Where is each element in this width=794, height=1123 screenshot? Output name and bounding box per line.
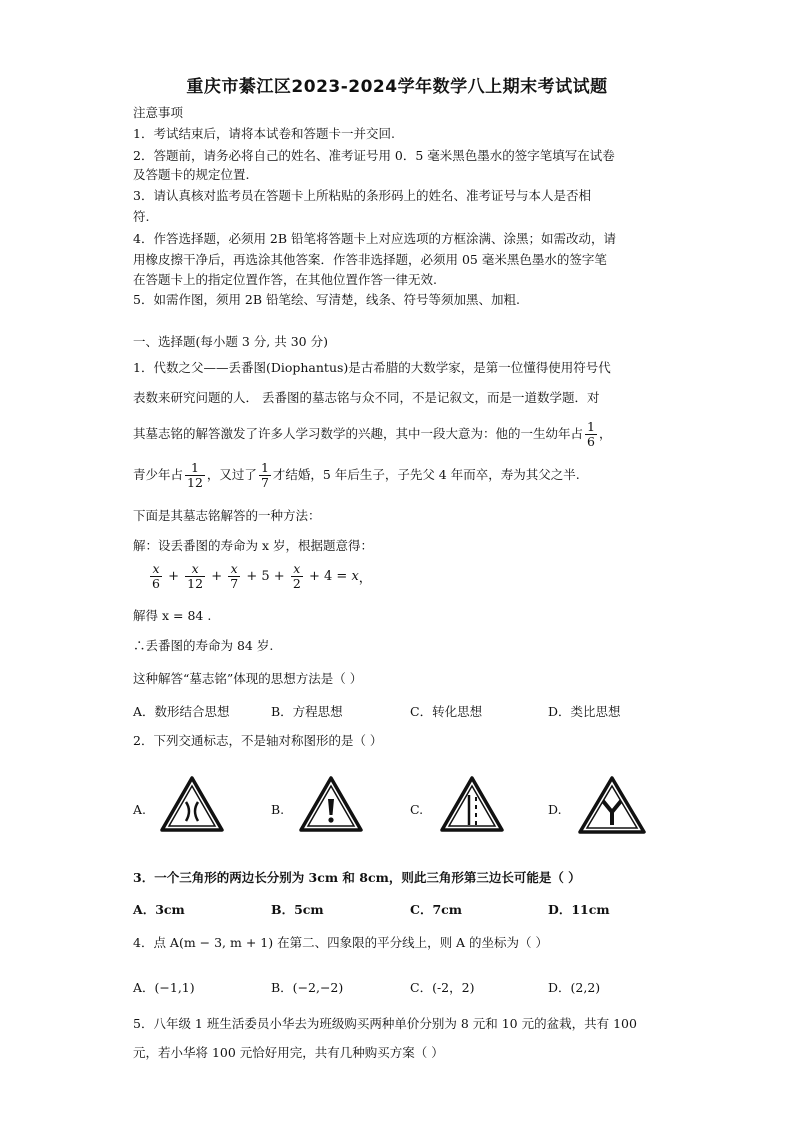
notice-heading: 注意事项 <box>133 105 184 120</box>
q5-text: 5．八年级 1 班生活委员小华去为班级购买两种单价分别为 8 元和 10 元的盆栽，共有 100 <box>133 1016 637 1031</box>
q1-conclusion: ∴丢番图的寿命为 84 岁. <box>133 638 274 653</box>
q1-text: 1．代数之父——丢番图(Diophantus)是古希腊的大数学家，是第一位懂得使用符号代 <box>133 360 611 375</box>
fraction-one-sixth: $\frac{1}{6}$ <box>587 419 595 449</box>
q2-text: 2．下列交通标志，不是轴对称图形的是（ ） <box>133 733 383 748</box>
q1-option-c[interactable]: C．转化思想 <box>410 704 483 719</box>
narrow-road-sign-icon[interactable] <box>159 775 225 833</box>
q3-option-b[interactable]: B．5cm <box>271 902 324 917</box>
notice-item: 4．作答选择题，必须用 2B 铅笔将答题卡上对应选项的方框涂满、涂黑；如需改动，请 <box>133 231 617 246</box>
q3-text: 3．一个三角形的两边长分别为 3cm 和 8cm，则此三角形第三边长可能是（ ） <box>133 870 581 885</box>
notice-item: 5．如需作图，须用 2B 铅笔绘、写清楚，线条、符号等须加黑、加粗. <box>133 292 521 307</box>
q1-ask: 这种解答“墓志铭”体现的思想方法是（ ） <box>133 671 363 686</box>
q1-method: 下面是其墓志铭解答的一种方法： <box>133 508 321 523</box>
q3-option-a[interactable]: A．3cm <box>133 902 185 917</box>
q4-option-b[interactable]: B．(−2,−2) <box>271 980 344 995</box>
notice-item: 3．请认真核对监考员在答题卡上所粘贴的条形码上的姓名、准考证号与本人是否相 <box>133 188 591 203</box>
q4-option-a[interactable]: A．(−1,1) <box>133 980 195 995</box>
notice-item: 及答题卡的规定位置. <box>133 167 250 182</box>
q3-option-c[interactable]: C．7cm <box>410 902 462 917</box>
fraction-one-seventh: $\frac{1}{7}$ <box>260 460 269 490</box>
lane-divider-sign-icon[interactable] <box>439 775 505 833</box>
q1-solution: 解：设丢番图的寿命为 x 岁，根据题意得： <box>133 538 373 553</box>
notice-item: 符. <box>133 209 150 224</box>
warning-exclamation-sign-icon[interactable] <box>298 775 364 833</box>
q1-text: 表数来研究问题的人． 丢番图的墓志铭与众不同，不是记叙文，而是一道数学题．对 <box>133 390 600 405</box>
fraction-one-twelfth: $\frac{1}{12}$ <box>187 460 203 490</box>
q4-option-c[interactable]: C．(-2，2) <box>410 980 475 995</box>
y-junction-sign-icon[interactable] <box>577 775 647 835</box>
q1-equation: $\frac{x}{6}$ + $\frac{x}{12}$ + $\frac{x}{7}$ + 5 + $\frac{x}{2}$ + 4 = x， <box>152 561 372 591</box>
section-heading: 一、选择题(每小题 3 分, 共 30 分) <box>133 334 328 349</box>
q1-option-d[interactable]: D．类比思想 <box>548 704 621 719</box>
notice-item: 用橡皮擦干净后，再选涂其他答案．作答非选择题，必须用 05 毫米黑色墨水的签字笔 <box>133 252 607 267</box>
q3-option-d[interactable]: D．11cm <box>548 902 610 917</box>
notice-item: 1．考试结束后，请将本试卷和答题卡一并交回. <box>133 126 395 141</box>
q2-label-a[interactable]: A. <box>133 802 147 817</box>
q2-label-d[interactable]: D. <box>548 802 562 817</box>
page-title: 重庆市綦江区2023-2024学年数学八上期末考试试题 <box>186 77 608 97</box>
q1-text-line3: 其墓志铭的解答激发了许多人学习数学的兴趣，其中一段大意为：他的一生幼年占 $\frac{1}{6}$ ， <box>133 419 612 449</box>
notice-item: 2．答题前，请务必将自己的姓名、准考证号用 0．5 毫米黑色墨水的签字笔填写在试卷 <box>133 148 615 163</box>
q1-option-a[interactable]: A．数形结合思想 <box>133 704 230 719</box>
q2-label-c[interactable]: C. <box>410 802 424 817</box>
q1-option-b[interactable]: B．方程思想 <box>271 704 343 719</box>
q2-label-b[interactable]: B. <box>271 802 285 817</box>
q1-text-line4: 青少年占 $\frac{1}{12}$ ，又过了 $\frac{1}{7}$ 才结婚，5 年后生子，子先父 4 年而卒，寿为其父之半. <box>133 460 580 490</box>
q5-text: 元，若小华将 100 元恰好用完，共有几种购买方案（ ） <box>133 1045 444 1060</box>
q4-option-d[interactable]: D．(2,2) <box>548 980 601 995</box>
q4-text: 4．点 A(m − 3, m + 1) 在第二、四象限的平分线上，则 A 的坐标为（ ） <box>133 935 549 950</box>
q1-result: 解得 x = 84 . <box>133 608 212 623</box>
notice-item: 在答题卡上的指定位置作答，在其他位置作答一律无效. <box>133 272 437 287</box>
